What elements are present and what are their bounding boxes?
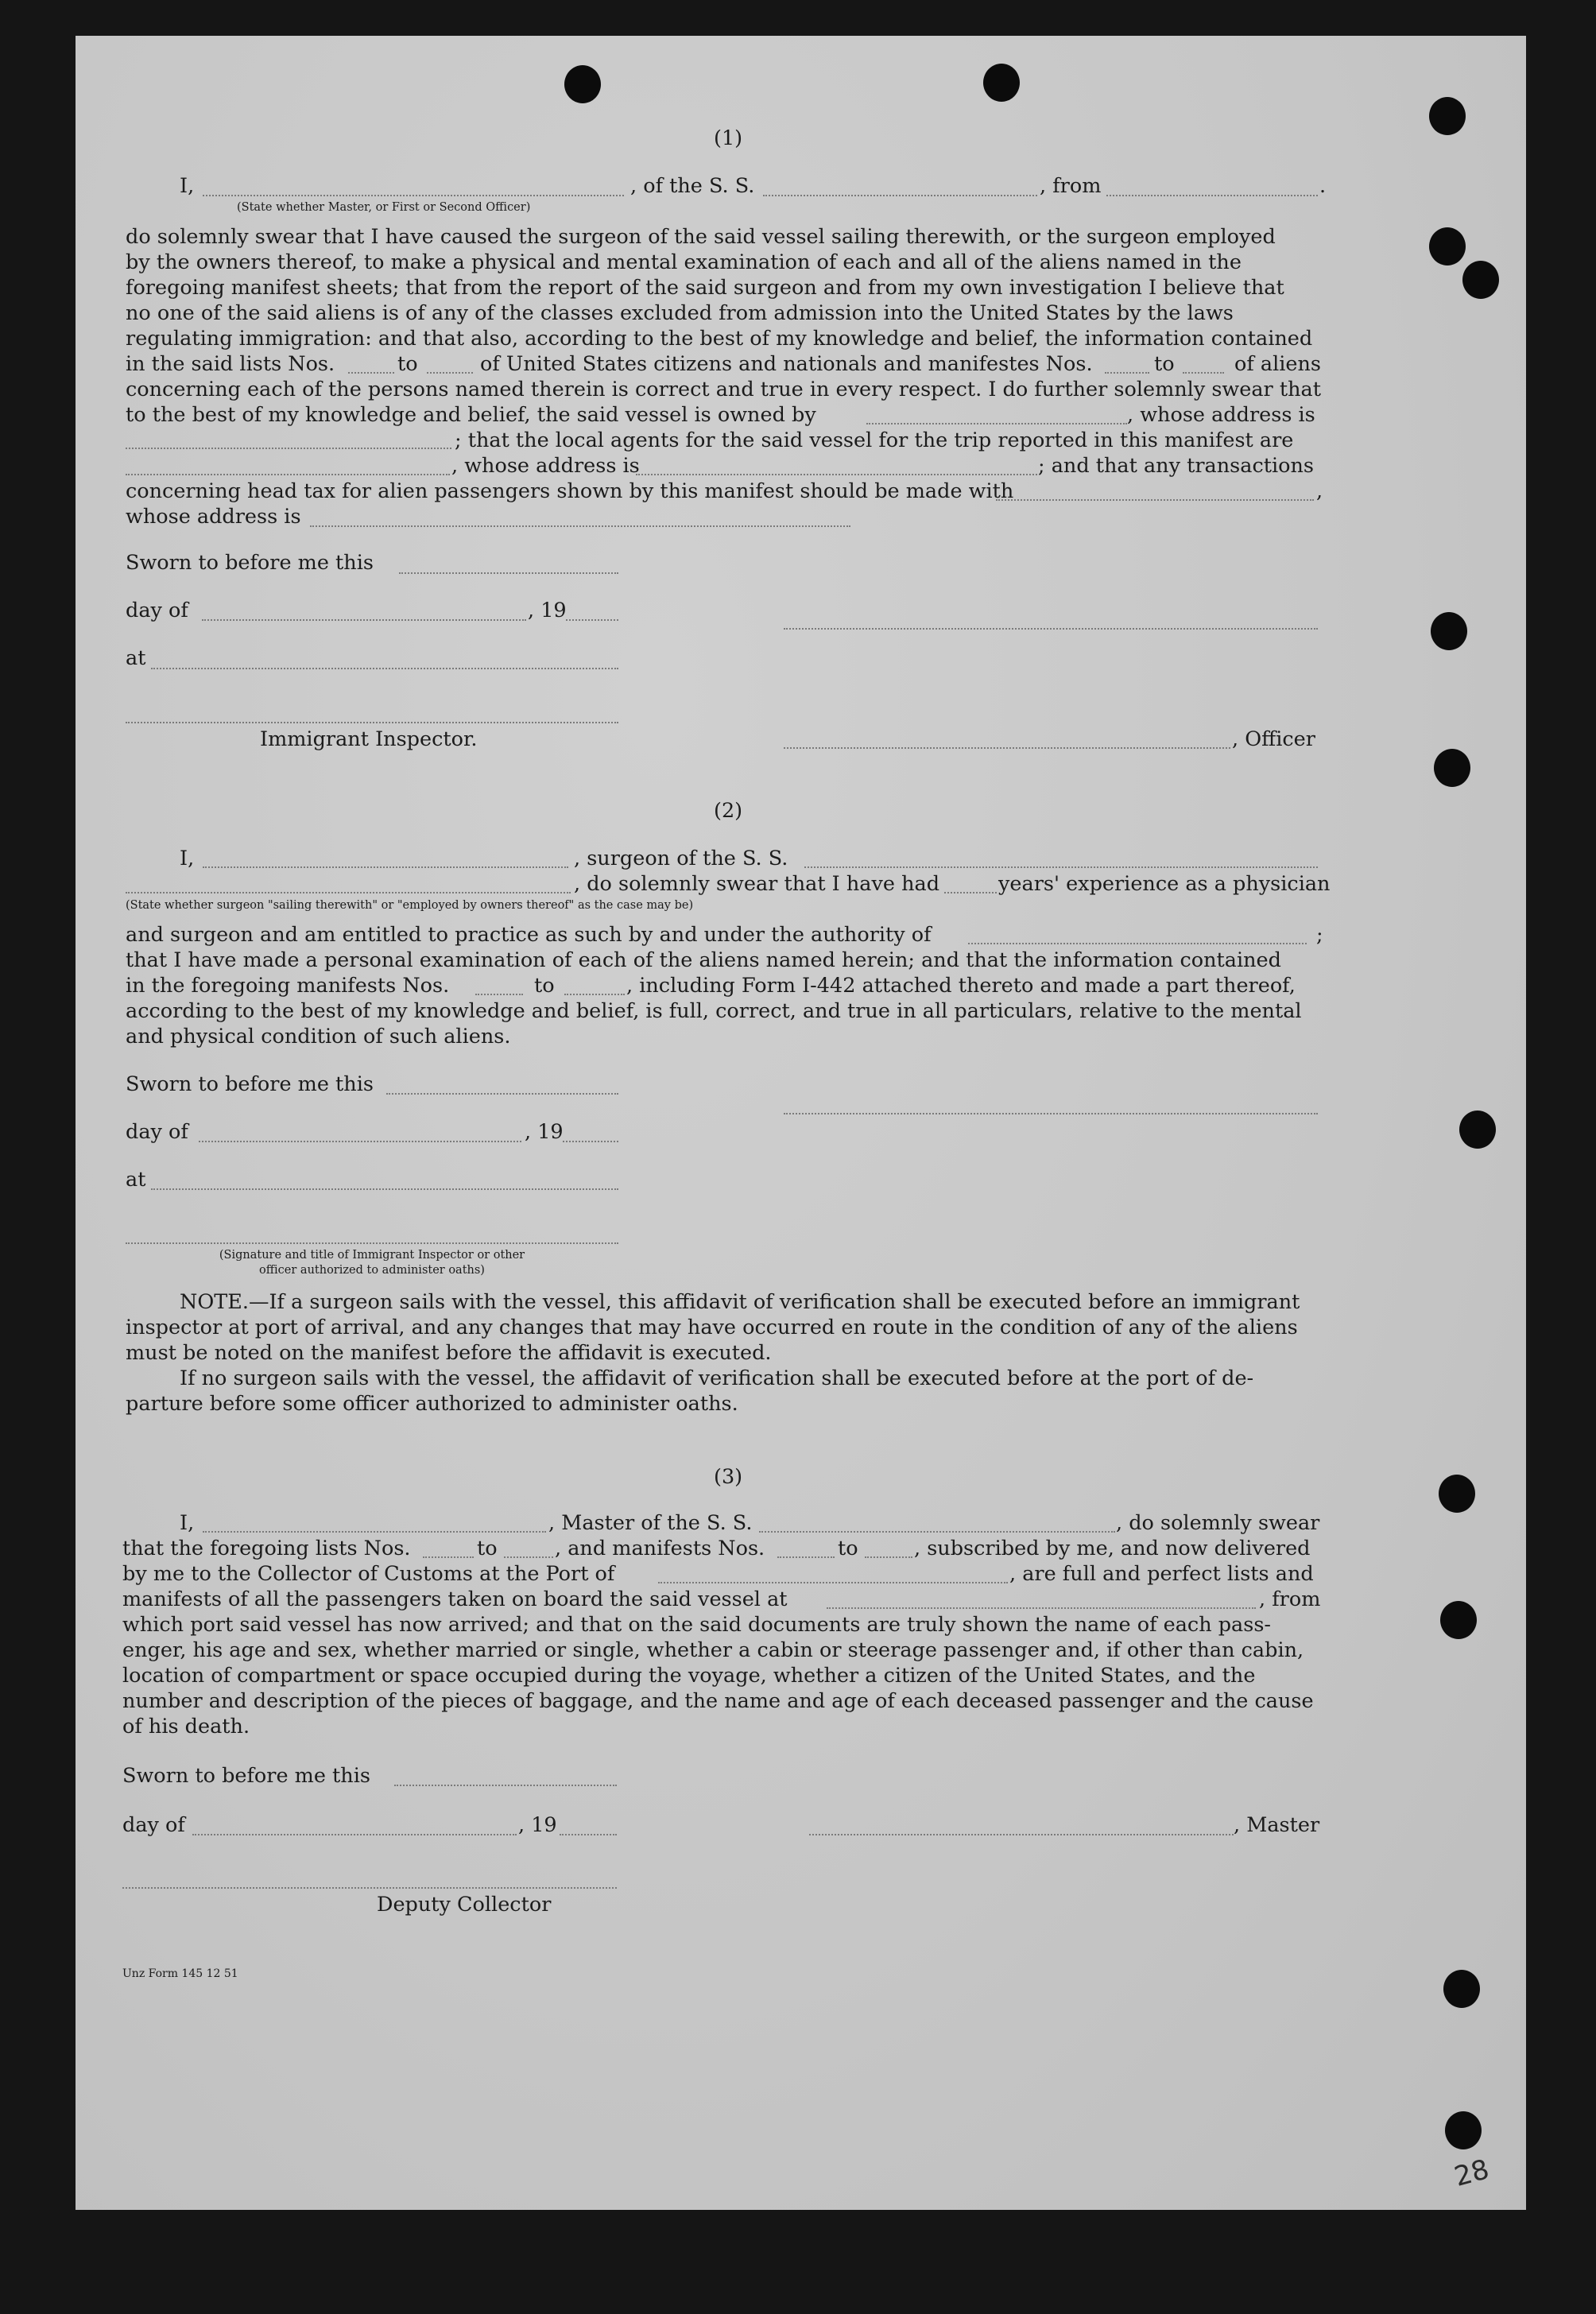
s1-immigrant-inspector: Immigrant Inspector. [260,727,478,751]
blank-line [563,1141,618,1142]
s1-body-4: no one of the said aliens is of any of the classes excluded from admission into the United States by the laws [126,301,1234,325]
blank-line [827,1607,1256,1609]
s3-taken-on-board: manifests of all the passengers taken on board the said vessel at [122,1587,788,1611]
s2-manifests-a: in the foregoing manifests Nos. [126,974,450,998]
punch-hole [1434,749,1470,787]
s1-head-tax: concerning head tax for alien passengers shown by this manifest should be made with [126,479,1014,503]
s3-from: , from [1259,1587,1321,1611]
s3-master: , Master [1234,1813,1320,1837]
signature-line [784,747,1230,749]
blank-line [1105,372,1149,374]
blank-line [394,1785,617,1786]
s3-lists-a: that the foregoing lists Nos. [122,1537,411,1560]
blank-line [763,195,1037,196]
s3-body-2: enger, his age and sex, whether married or single, whether a cabin or steerage passenger and, if other than cabin, [122,1638,1304,1662]
s3-body-1: which port said vessel has now arrived; and that on the said documents are truly shown the name of each pass- [122,1613,1272,1637]
s1-transactions: ; and that any transactions [1038,454,1315,478]
s1-body-2: by the owners thereof, to make a physical and mental examination of each and all of the aliens named in the [126,250,1242,274]
blank-line [199,1141,521,1142]
s1-of-ss: , of the S. S. [630,174,755,198]
blank-line [1106,195,1318,196]
note-line-1: NOTE.—If a surgeon sails with the vessel, this affidavit of verification shall be executed before an immigrant [180,1290,1300,1314]
blank-line [203,195,624,196]
s2-years-experience: years' experience as a physician [998,872,1331,896]
s2-manifests-to: to [534,974,555,998]
blank-line [202,619,526,621]
s1-period: . [1319,174,1327,198]
blank-line [944,892,997,893]
blank-line [504,1556,553,1558]
handwritten-page-number: 28 [1451,2153,1493,2193]
punch-hole [1431,612,1467,650]
blank-line [126,892,571,893]
s3-i: I, [180,1511,195,1535]
blank-line [566,619,618,621]
blank-line [122,1887,617,1889]
s1-officer-note: (State whether Master, or First or Second Officer) [237,201,531,214]
s2-body2-1: according to the best of my knowledge and belief, is full, correct, and true in all particulars, relative to the mental [126,999,1302,1023]
s2-surgeon-note: (State whether surgeon "sailing therewith" or "employed by owners thereof" as the case may be) [126,899,694,912]
s1-i: I, [180,174,195,198]
s3-lists-to2: to [838,1537,858,1560]
s2-manifests-b: , including Form I-442 attached thereto and made a part thereof, [626,974,1296,998]
signature-line [809,1834,1234,1835]
blank-line [126,474,450,475]
s2-sworn: Sworn to before me this [126,1072,374,1096]
s3-sworn: Sworn to before me this [122,1764,370,1788]
blank-line [310,525,850,527]
punch-hole [1462,261,1499,299]
blank-line [560,1834,617,1835]
blank-line [777,1556,835,1558]
s1-officer: , Officer [1232,727,1315,751]
blank-line [151,668,618,669]
s2-year: , 19 [525,1120,564,1144]
blank-line [126,722,618,723]
s1-whose-addr-3: whose address is [126,505,301,529]
s3-body-4: number and description of the pieces of baggage, and the name and age of each deceased passenger and the cause [122,1689,1314,1713]
s2-body-1: that I have made a personal examination of each of the aliens named herein; and that the information contained [126,948,1281,972]
s3-solemnly-swear: , do solemnly swear [1116,1511,1320,1535]
punch-hole [1429,97,1466,135]
note-line-4: If no surgeon sails with the vessel, the affidavit of verification shall be executed before at the port of de- [180,1366,1254,1390]
note-line-2: inspector at port of arrival, and any changes that may have occurred en route in the condition of any of the aliens [126,1316,1298,1339]
s1-local-agents: ; that the local agents for the said vessel for the trip reported in this manifest are [455,428,1294,452]
blank-line [203,866,568,868]
blank-line [804,866,1318,868]
blank-line [348,372,394,374]
blank-line [126,448,451,449]
s1-body2-1: concerning each of the persons named therein is correct and true in every respect. I do further solemnly swear that [126,378,1321,401]
punch-hole [1439,1475,1475,1513]
blank-line [151,1188,618,1190]
blank-line [423,1556,474,1558]
s1-body2-2: to the best of my knowledge and belief, the said vessel is owned by [126,403,816,427]
s1-lists-c: of aliens [1234,352,1322,376]
blank-line [636,474,1037,475]
s1-day-of: day of [126,599,188,622]
s2-semicolon: ; [1316,923,1323,947]
blank-line [865,1556,912,1558]
punch-hole [1440,1601,1477,1639]
blank-line [968,943,1307,944]
s3-collector: by me to the Collector of Customs at the Port of [122,1562,615,1586]
s3-year: , 19 [518,1813,557,1837]
s1-lists-to1: to [397,352,418,376]
s3-body-3: location of compartment or space occupied during the voyage, whether a citizen of the United States, and the [122,1664,1256,1688]
s3-deputy-collector: Deputy Collector [377,1893,552,1917]
s3-lists-to1: to [477,1537,498,1560]
s3-day-of: day of [122,1813,185,1837]
note-line-5: parture before some officer authorized to administer oaths. [126,1392,738,1416]
section-1-number: (1) [714,126,743,150]
blank-line [203,1531,546,1533]
blank-line [192,1834,517,1835]
punch-hole [1459,1110,1496,1149]
s1-lists-a: in the said lists Nos. [126,352,335,376]
signature-line [784,628,1318,630]
s3-master-ss: , Master of the S. S. [548,1511,753,1535]
s3-perfect-lists: , are full and perfect lists and [1009,1562,1314,1586]
s1-body-1: do solemnly swear that I have caused the surgeon of the said vessel sailing therewith, or the surgeon employed [126,225,1276,249]
blank-line [1183,372,1224,374]
blank-line [564,994,625,995]
s1-lists-b: of United States citizens and nationals and manifestes Nos. [480,352,1093,376]
punch-hole [983,64,1020,102]
s2-at: at [126,1168,146,1192]
blank-line [126,1242,618,1244]
s3-manifests: , and manifests Nos. [555,1537,765,1560]
s1-at: at [126,646,146,670]
blank-line [475,994,523,995]
blank-line [996,499,1314,501]
s2-solemnly-swear: , do solemnly swear that I have had [574,872,940,896]
s2-surgeon-ss: , surgeon of the S. S. [574,847,788,870]
s1-body-3: foregoing manifest sheets; that from the report of the said surgeon and from my own investigation I believe that [126,276,1284,300]
blank-line [866,423,1127,424]
s2-day-of: day of [126,1120,188,1144]
punch-hole [1445,2111,1482,2149]
form-id: Unz Form 145 12 51 [122,1967,238,1980]
s1-sworn: Sworn to before me this [126,551,374,575]
s3-delivered: , subscribed by me, and now delivered [914,1537,1311,1560]
punch-hole [564,65,601,103]
s1-lists-to2: to [1154,352,1175,376]
s2-signature-note-2: officer authorized to administer oaths) [259,1264,485,1277]
punch-hole [1443,1970,1480,2008]
s1-year: , 19 [528,599,567,622]
s2-signature-note-1: (Signature and title of Immigrant Inspector or other [219,1249,525,1262]
s2-authority: and surgeon and am entitled to practice as such by and under the authority of [126,923,932,947]
signature-line [784,1113,1318,1114]
blank-line [399,572,618,574]
blank-line [386,1093,618,1095]
s2-body2-2: and physical condition of such aliens. [126,1025,511,1048]
section-2-number: (2) [714,799,743,823]
note-line-3: must be noted on the manifest before the affidavit is executed. [126,1341,772,1365]
blank-line [759,1531,1115,1533]
s2-i: I, [180,847,195,870]
blank-line [658,1582,1008,1583]
s1-from: , from [1040,174,1102,198]
blank-line [427,372,473,374]
s1-whose-addr-1: , whose address is [1127,403,1315,427]
punch-hole [1429,227,1466,266]
s3-body-5: of his death. [122,1715,250,1738]
s1-comma: , [1316,479,1323,503]
s1-body-5: regulating immigration: and that also, according to the best of my knowledge and belief, the information contained [126,327,1313,351]
s1-whose-addr-2: , whose address is [451,454,640,478]
section-3-number: (3) [714,1465,743,1489]
